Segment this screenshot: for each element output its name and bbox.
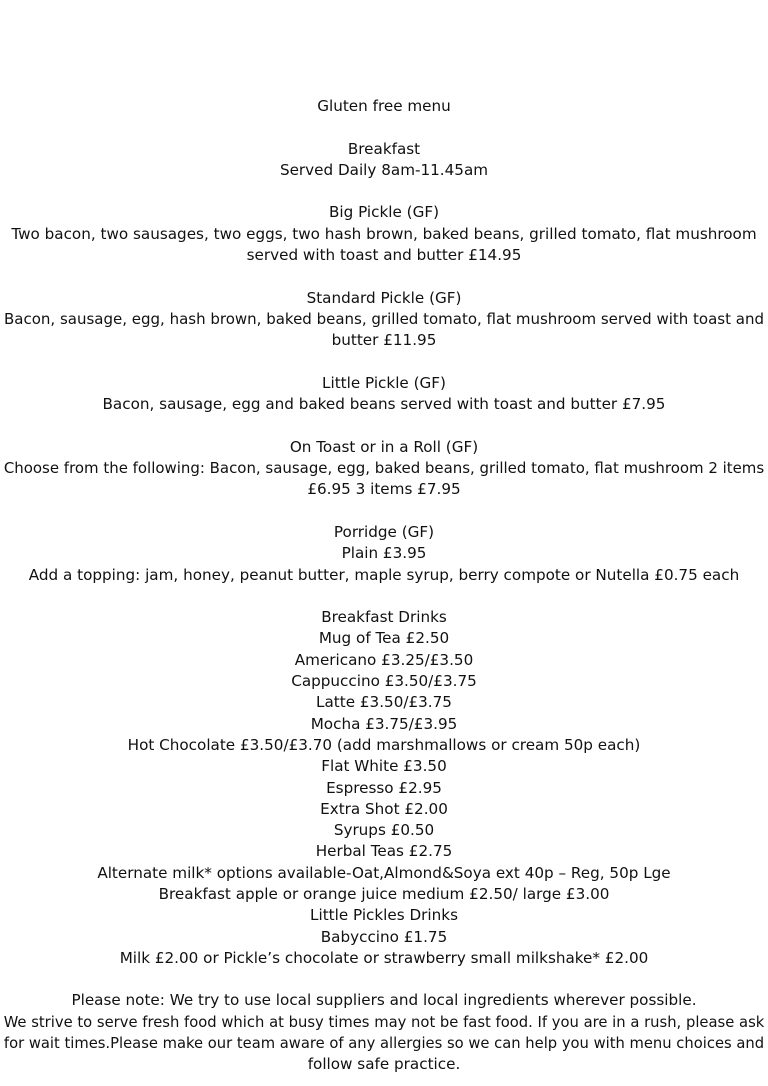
drink-item: Milk £2.00 or Pickle’s chocolate or strawberry small milkshake* £2.00 <box>119 948 649 967</box>
breakfast-heading: Breakfast <box>347 139 421 158</box>
menu-item-name: Little Pickle (GF) <box>322 373 446 392</box>
menu-item-description: butter £11.95 <box>331 331 437 350</box>
menu-item-description: Plain £3.95 <box>341 544 427 563</box>
menu-item-name: Big Pickle (GF) <box>328 203 440 222</box>
menu-item-description: Two bacon, two sausages, two eggs, two hash brown, baked beans, grilled tomato, flat mushroom <box>11 224 757 243</box>
drink-item: Mug of Tea £2.50 <box>318 629 450 648</box>
menu-item-description: Bacon, sausage, egg and baked beans served with toast and butter £7.95 <box>102 395 666 414</box>
menu-item-description: Add a topping: jam, honey, peanut butter, maple syrup, berry compote or Nutella £0.75 each <box>28 565 740 584</box>
drink-item: Breakfast apple or orange juice medium £2.50/ large £3.00 <box>158 884 610 903</box>
menu-document <box>0 96 768 1076</box>
spacer <box>0 969 768 990</box>
drink-item: Espresso £2.95 <box>326 778 442 797</box>
note-line: We strive to serve fresh food which at busy times may not be fast food. If you are in a rush, please ask <box>3 1013 765 1031</box>
menu-title: Gluten free menu <box>317 97 451 115</box>
menu-item-porridge <box>0 522 768 586</box>
menu-item-on-toast <box>0 437 768 501</box>
drink-item: Alternate milk* options available-Oat,Almond&Soya ext 40p – Reg, 50p Lge <box>97 863 671 882</box>
menu-item-description: Choose from the following: Bacon, sausage, egg, baked beans, grilled tomato, flat mushroom 2 items <box>3 459 765 478</box>
drink-item: Syrups £0.50 <box>333 821 435 840</box>
note-line: for wait times.Please make our team aware of any allergies so we can help you with menu choices and <box>3 1035 765 1053</box>
breakfast-section <box>0 139 768 586</box>
drink-item: Flat White £3.50 <box>321 757 447 776</box>
menu-item-little-pickle <box>0 373 768 416</box>
spacer <box>0 586 768 607</box>
kids-drinks-heading: Little Pickles Drinks <box>310 906 458 925</box>
drink-item: Mocha £3.75/£3.95 <box>310 714 458 733</box>
menu-item-description: served with toast and butter £14.95 <box>246 246 522 265</box>
spacer <box>0 415 768 436</box>
drink-item: Extra Shot £2.00 <box>320 799 448 818</box>
spacer <box>0 266 768 287</box>
spacer <box>0 501 768 522</box>
menu-item-big-pickle <box>0 202 768 266</box>
drink-item: Babyccino £1.75 <box>320 927 448 946</box>
note-line: Please note: We try to use local suppliers and local ingredients wherever possible. <box>71 991 697 1010</box>
menu-item-description: Bacon, sausage, egg, hash brown, baked beans, grilled tomato, flat mushroom served with toast and <box>4 309 764 328</box>
menu-item-name: Standard Pickle (GF) <box>306 288 462 307</box>
drink-item: Americano £3.25/£3.50 <box>294 650 474 669</box>
breakfast-hours: Served Daily 8am-11.45am <box>279 160 489 179</box>
menu-item-standard-pickle <box>0 288 768 352</box>
menu-item-description: £6.95 3 items £7.95 <box>307 480 461 499</box>
menu-item-name: On Toast or in a Roll (GF) <box>289 437 479 456</box>
note-line: follow safe practice. <box>307 1055 461 1074</box>
drink-item: Cappuccino £3.50/£3.75 <box>291 672 477 691</box>
drink-item: Herbal Teas £2.75 <box>315 842 453 861</box>
drinks-section <box>0 607 768 969</box>
spacer <box>0 352 768 373</box>
drinks-heading: Breakfast Drinks <box>321 608 447 627</box>
spacer <box>0 117 768 138</box>
menu-item-name: Porridge (GF) <box>333 522 435 541</box>
notes-section <box>0 990 768 1075</box>
spacer <box>0 181 768 202</box>
drink-item: Hot Chocolate £3.50/£3.70 (add marshmallows or cream 50p each) <box>127 735 641 754</box>
drink-item: Latte £3.50/£3.75 <box>316 693 452 712</box>
